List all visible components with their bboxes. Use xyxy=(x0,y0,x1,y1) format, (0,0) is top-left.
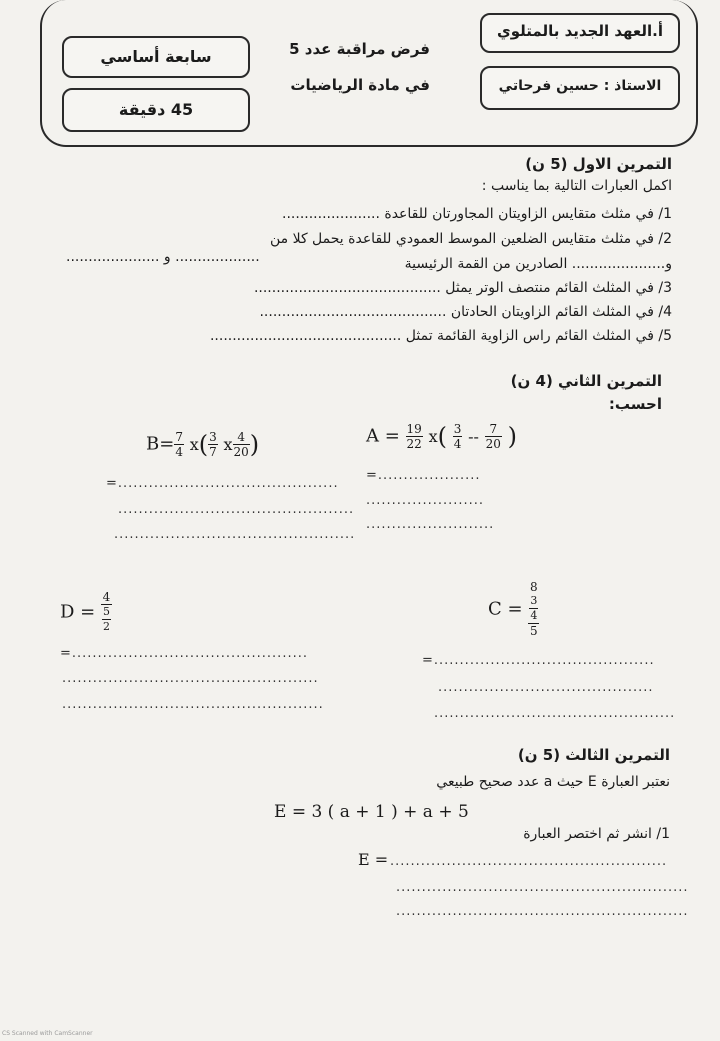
B-answer-line-2: .............................................. xyxy=(118,502,355,517)
exercise1-item-5: 5/ في المثلث القائم راس الزاوية القائمة تمثل ........................................... xyxy=(209,328,672,344)
D-answer-line-3: ................................................... xyxy=(62,697,324,712)
level-box xyxy=(62,36,250,78)
B-fraction-2: $\frac{3}{7}$ xyxy=(209,430,217,459)
C-answer-line-1: =........................................... xyxy=(422,653,655,668)
school-box xyxy=(480,13,680,53)
C-answer-line-2: .......................................... xyxy=(438,680,654,695)
exercise3-intro: نعتبر العبارة E حيث a عدد صحيح طبيعي xyxy=(436,774,670,790)
exercise3-answer-line-3: ......................................................... xyxy=(396,904,689,919)
exercise3-question: 1/ انشر ثم اختصر العبارة xyxy=(523,826,670,842)
exercise3-answer-line-2: ......................................................... xyxy=(396,880,689,895)
C-fraction: 8 $\frac{3}{4}$ 5 xyxy=(529,580,538,638)
exercise1-item-2b: و..................... الصادرين من القمة الرئيسية xyxy=(404,256,672,272)
level: سابعة أساسي xyxy=(100,47,212,66)
B-fraction-1: $\frac{7}{4}$ xyxy=(175,430,183,459)
C-answer-line-3: ............................................... xyxy=(434,706,676,721)
A-answer-line-2: ....................... xyxy=(366,493,485,508)
A-fraction-3: $\frac{7}{20}$ xyxy=(485,422,501,451)
exercise2-title: التمرين الثاني (4 ن) xyxy=(510,372,662,390)
B-answer-line-3: ............................................... xyxy=(114,527,356,542)
A-fraction-2: $\frac{3}{4}$ xyxy=(453,422,462,451)
exercise3-title: التمرين الثالث (5 ن) xyxy=(517,746,670,764)
school-name: أ.العهد الجديد بالمتلوي xyxy=(497,22,663,40)
expression-A: A = $\frac{19}{22}$ x( $\frac{3}{4}$ -- $\frac{7}{20}$ ) xyxy=(366,422,518,451)
test-title: فرض مراقبة عدد 5 xyxy=(289,40,430,58)
exercise1-title: التمرين الاول (5 ن) xyxy=(525,155,672,173)
duration: 45 دقيقة xyxy=(118,100,194,119)
exercise1-item-2-tail: ..................... و ................... xyxy=(66,249,260,265)
B-fraction-3: $\frac{4}{20}$ xyxy=(233,430,249,459)
B-label: B= xyxy=(146,433,175,455)
expression-D xyxy=(60,590,112,634)
D-answer-line-2: .................................................. xyxy=(62,671,319,686)
expression-B: B= $\frac{7}{4}$ x( $\frac{3}{7}$ x $\frac{4}{20}$ ) xyxy=(146,430,260,459)
A-answer-line-1: =.................... xyxy=(366,468,481,483)
D-label: D = xyxy=(60,601,96,623)
D-fraction: $\frac{4}{\frac{5}{2}}$ xyxy=(102,590,111,633)
exercise1-item-4: 4/ في المثلث القائم الزاويتان الحادتان .......................................... xyxy=(259,304,672,320)
exercise1-instruction: اكمل العبارات التالية بما يناسب : xyxy=(481,178,672,194)
exercise1-item-1: 1/ في مثلث متقايس الزاويتان المجاورتان للقاعدة ...................... xyxy=(282,206,672,222)
A-answer-line-3: ......................... xyxy=(366,517,495,532)
A-label: A = xyxy=(366,425,400,447)
exercise2-instruction: احسب: xyxy=(608,395,662,413)
exercise1-item-2: 2/ في مثلث متقايس الضلعين الموسط العمودي للقاعدة يحمل كلا من xyxy=(269,231,672,247)
D-answer-line-1: =.............................................. xyxy=(60,646,308,661)
subject: في مادة الرياضيات xyxy=(290,76,430,94)
exercise3-expression: E = 3 ( a + 1 ) + a + 5 xyxy=(274,802,469,822)
expression-C xyxy=(488,580,539,638)
teacher-box xyxy=(480,66,680,110)
scanner-watermark: CS Scanned with CamScanner xyxy=(2,1030,93,1037)
A-fraction-1: $\frac{19}{22}$ xyxy=(406,422,422,451)
C-label: C = xyxy=(488,598,523,620)
exercise3-answer-line-1: ...................................................... xyxy=(390,854,668,869)
B-answer-line-1: =........................................... xyxy=(106,476,339,491)
duration-box xyxy=(62,88,250,132)
teacher-name: الاستاذ : حسين فرحاتي xyxy=(498,78,662,94)
exercise3-answer-label: E = xyxy=(358,850,389,869)
exercise1-item-3: 3/ في المثلث القائم منتصف الوتر يمثل .......................................... xyxy=(253,280,672,296)
